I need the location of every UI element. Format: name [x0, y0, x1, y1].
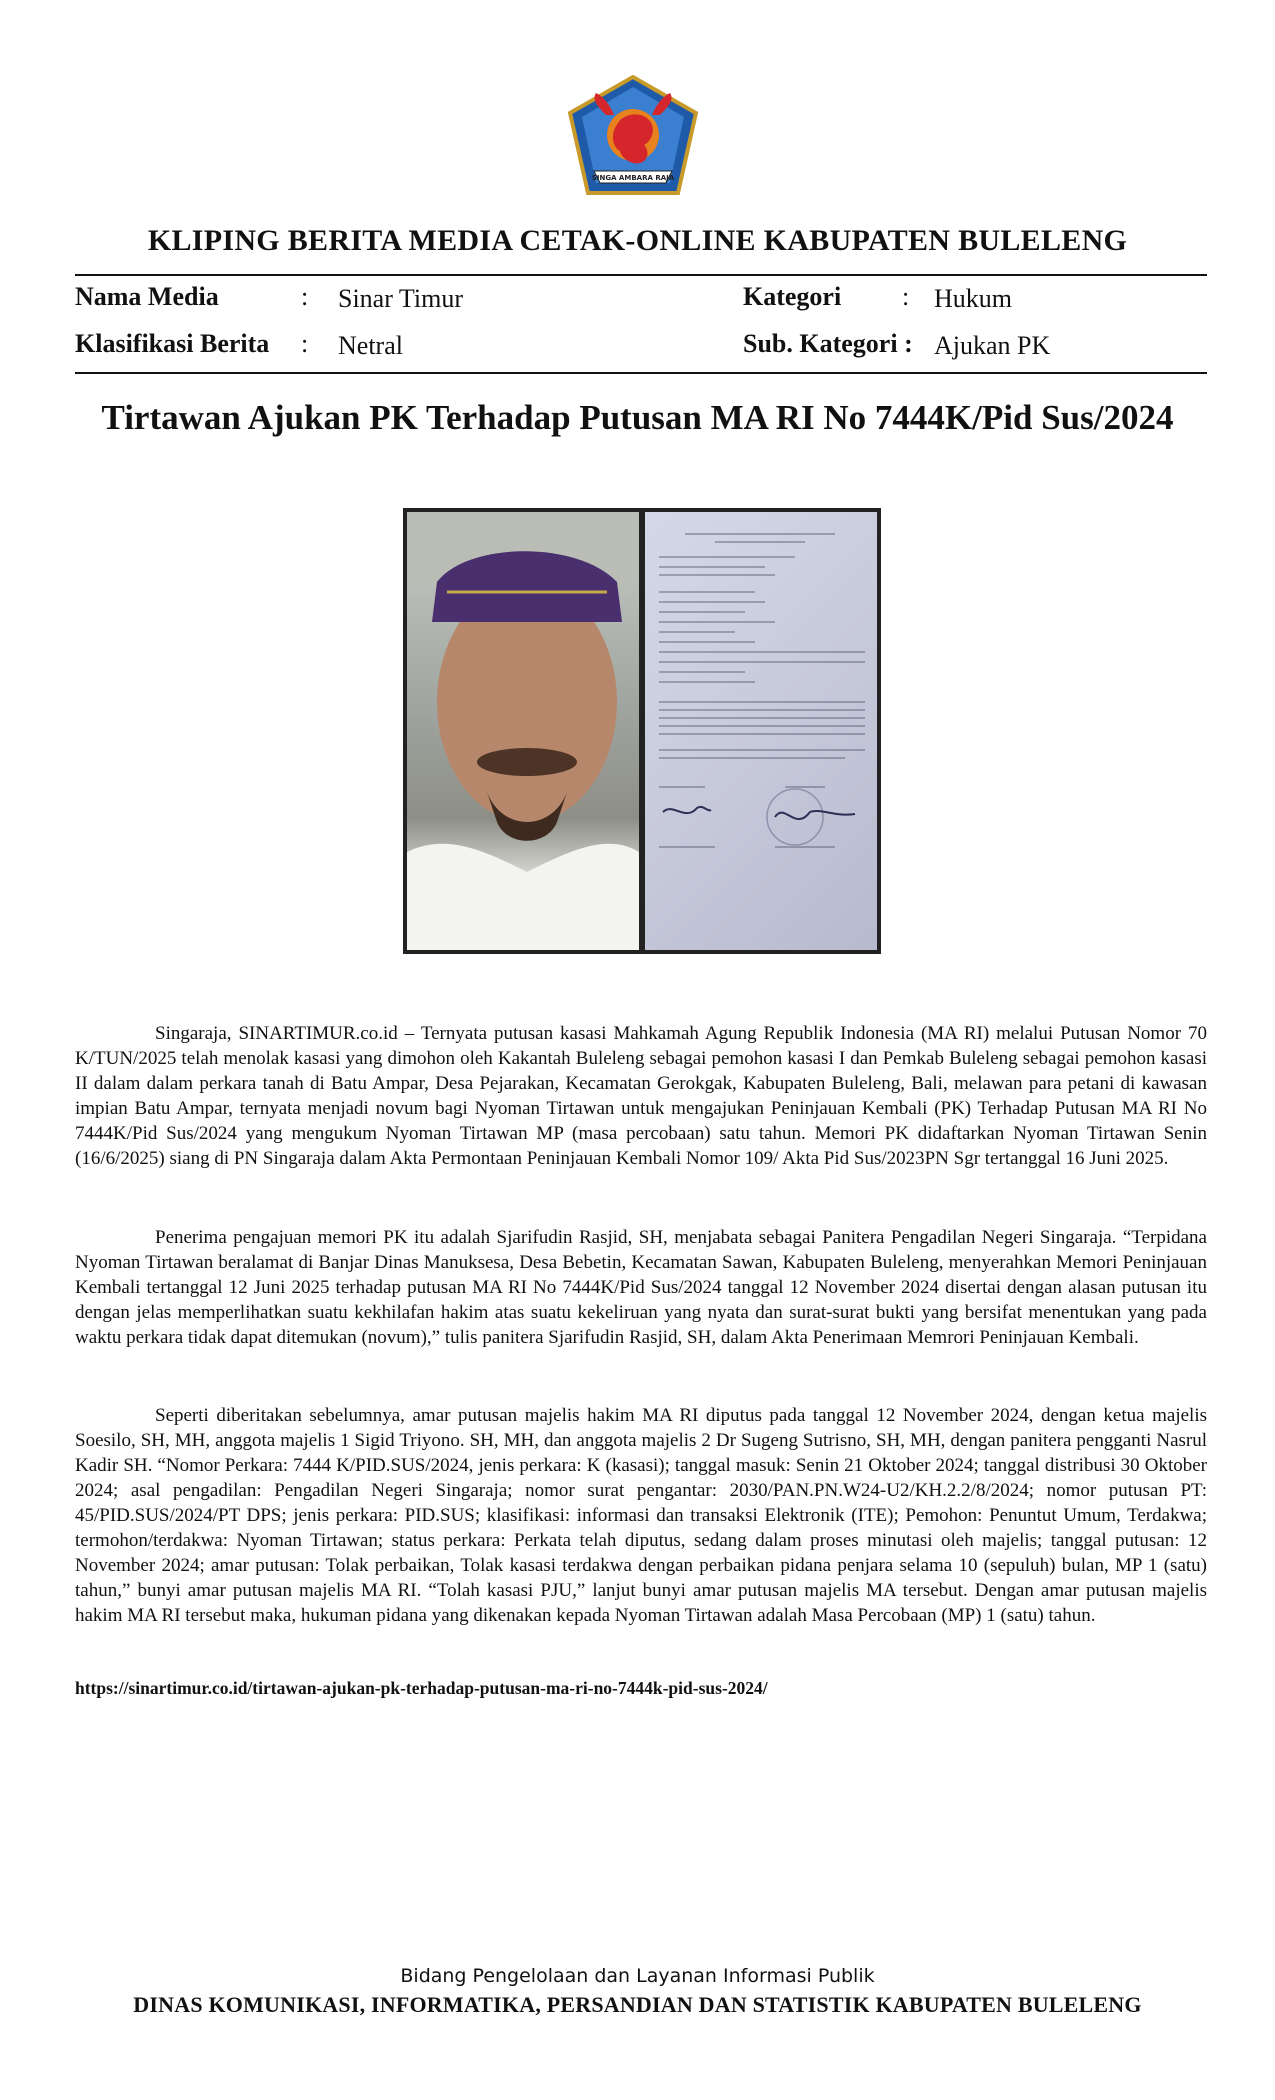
footer-division: Bidang Pengelolaan dan Layanan Informasi Publik — [400, 1965, 875, 1987]
header-rule-top — [75, 274, 1207, 276]
label-nama-media: Nama Media — [75, 282, 219, 311]
value-nama-media: Sinar Timur — [338, 284, 463, 313]
source-url: https://sinartimur.co.id/tirtawan-ajukan-pk-terhadap-putusan-ma-ri-no-7444k-pid-sus-2024/ — [75, 1678, 768, 1698]
label-klasifikasi: Klasifikasi Berita — [75, 329, 270, 358]
news-photo — [403, 508, 881, 954]
article-headline: Tirtawan Ajukan PK Terhadap Putusan MA RI No 7444K/Pid Sus/2024 — [101, 398, 1174, 437]
value-kategori: Hukum — [934, 284, 1012, 313]
header-rule-bottom — [75, 372, 1207, 374]
document-title: KLIPING BERITA MEDIA CETAK-ONLINE KABUPATEN BULELENG — [147, 224, 1128, 257]
label-subkategori: Sub. Kategori : — [743, 329, 913, 358]
value-klasifikasi: Netral — [338, 331, 403, 360]
article-paragraph-3: Seperti diberitakan sebelumnya, amar putusan majelis hakim MA RI diputus pada tanggal 12 November 2024, dengan ketua majelis Soesilo, SH, MH, anggota majelis 1 Sigid Triyono. SH, MH, dan anggota majelis 2 Dr Sugeng Sutrisno, SH, MH, dengan panitera pengganti Nasrul Kadir SH. “Nomor Perkara: 7444 K/PID.SUS/2024, jenis perkara: K (kasasi); tanggal masuk: Senin 21 Oktober 2024; tanggal distribusi 30 Oktober 2024; asal pengadilan: Pengadilan Negeri Singaraja; nomor surat pengantar: 2030/PAN.PN.W24-U2/KH.2.2/8/2024; nomor putusan PT: 45/PID.SUS/2024/PT DPS; jenis perkara: PID.SUS; klasifikasi: informasi dan transaksi Elektronik (ITE); Pemohon: Penuntut Umum, Terdakwa; termohon/terdakwa: Nyoman Tirtawan; status perkara: Perkata telah diputus, sedang dalam proses minutasi oleh majelis; tanggal putusan: 12 November 2024; amar putusan: Tolak perbaikan, Tolak kasasi terdakwa dengan perbaikan pidana penjara selama 10 (sepuluh) bulan, MP 1 (satu) tahun,” bunyi amar putusan majelis MA RI. “Tolah kasasi PJU,” lanjut bunyi amar putusan majelis MA tersebut. Dengan amar putusan majelis hakim MA RI tersebut maka, hukuman pidana yang dikenakan kepada Nyoman Tirtawan adalah Masa Percobaan (MP) 1 (satu) tahun. — [75, 1405, 1207, 1626]
label-kategori: Kategori — [743, 282, 842, 311]
portrait-photo-icon — [407, 512, 639, 950]
article-paragraph-1: Singaraja, SINARTIMUR.co.id – Ternyata putusan kasasi Mahkamah Agung Republik Indonesia (MA RI) melalui Putusan Nomor 70 K/TUN/2025 telah menolak kasasi yang dimohon oleh Kakantah Buleleng sebagai pemohon kasasi I dan Pemkab Buleleng sebagai pemohon kasasi II dalam dalam perkara tanah di Batu Ampar, Desa Pejarakan, Kecamatan Gerokgak, Kabupaten Buleleng, Bali, melawan para petani di kawasan impian Batu Ampar, ternyata menjadi novum bagi Nyoman Tirtawan untuk mengajukan Peninjauan Kembali (PK) Terhadap Putusan MA RI No 7444K/Pid Sus/2024 yang mengukum Nyoman Tirtawan MP (masa percobaan) satu tahun. Memori PK didaftarkan Nyoman Tirtawan Senin (16/6/2025) siang di PN Singaraja dalam Akta Permontaan Peninjauan Kembali Nomor 109/ Akta Pid Sus/2023PN Sgr tertanggal 16 Juni 2025. — [75, 1023, 1207, 1169]
value-subkategori: Ajukan PK — [934, 331, 1051, 360]
sep-nama-media: : — [301, 282, 309, 311]
article-paragraph-2: Penerima pengajuan memori PK itu adalah Sjarifudin Rasjid, SH, menjabata sebagai Panitera Pengadilan Negeri Singaraja. “Terpidana Nyoman Tirtawan beralamat di Banjar Dinas Manuksesa, Desa Bebetin, Kecamatan Sawan, Kabupaten Buleleng, menyerahkan Memori Peninjauan Kembali tertanggal 12 Juni 2025 terhadap putusan MA RI No 7444K/Pid Sus/2024 tanggal 12 November 2024 disertai dengan alasan putusan itu dengan jelas memperlihatkan suatu kekhilafan hakim atas suatu kekeliruan yang nyata dan surat-surat bukti yang bersifat menentukan yang pada waktu perkara tidak dapat ditemukan (novum),” tulis panitera Sjarifudin Rasjid, SH, dalam Akta Penerimaan Memrori Peninjauan Kembali. — [75, 1227, 1207, 1348]
footer-agency: DINAS KOMUNIKASI, INFORMATIKA, PERSANDIAN DAN STATISTIK KABUPATEN BULELENG — [133, 1992, 1142, 2017]
sep-kategori: : — [902, 282, 910, 311]
crest-icon — [566, 75, 700, 199]
sep-klasifikasi: : — [301, 329, 309, 358]
crest-caption: SINGA AMBARA RAJA — [591, 174, 675, 182]
document-photo-icon — [645, 512, 877, 950]
buleleng-crest-logo — [566, 75, 700, 199]
